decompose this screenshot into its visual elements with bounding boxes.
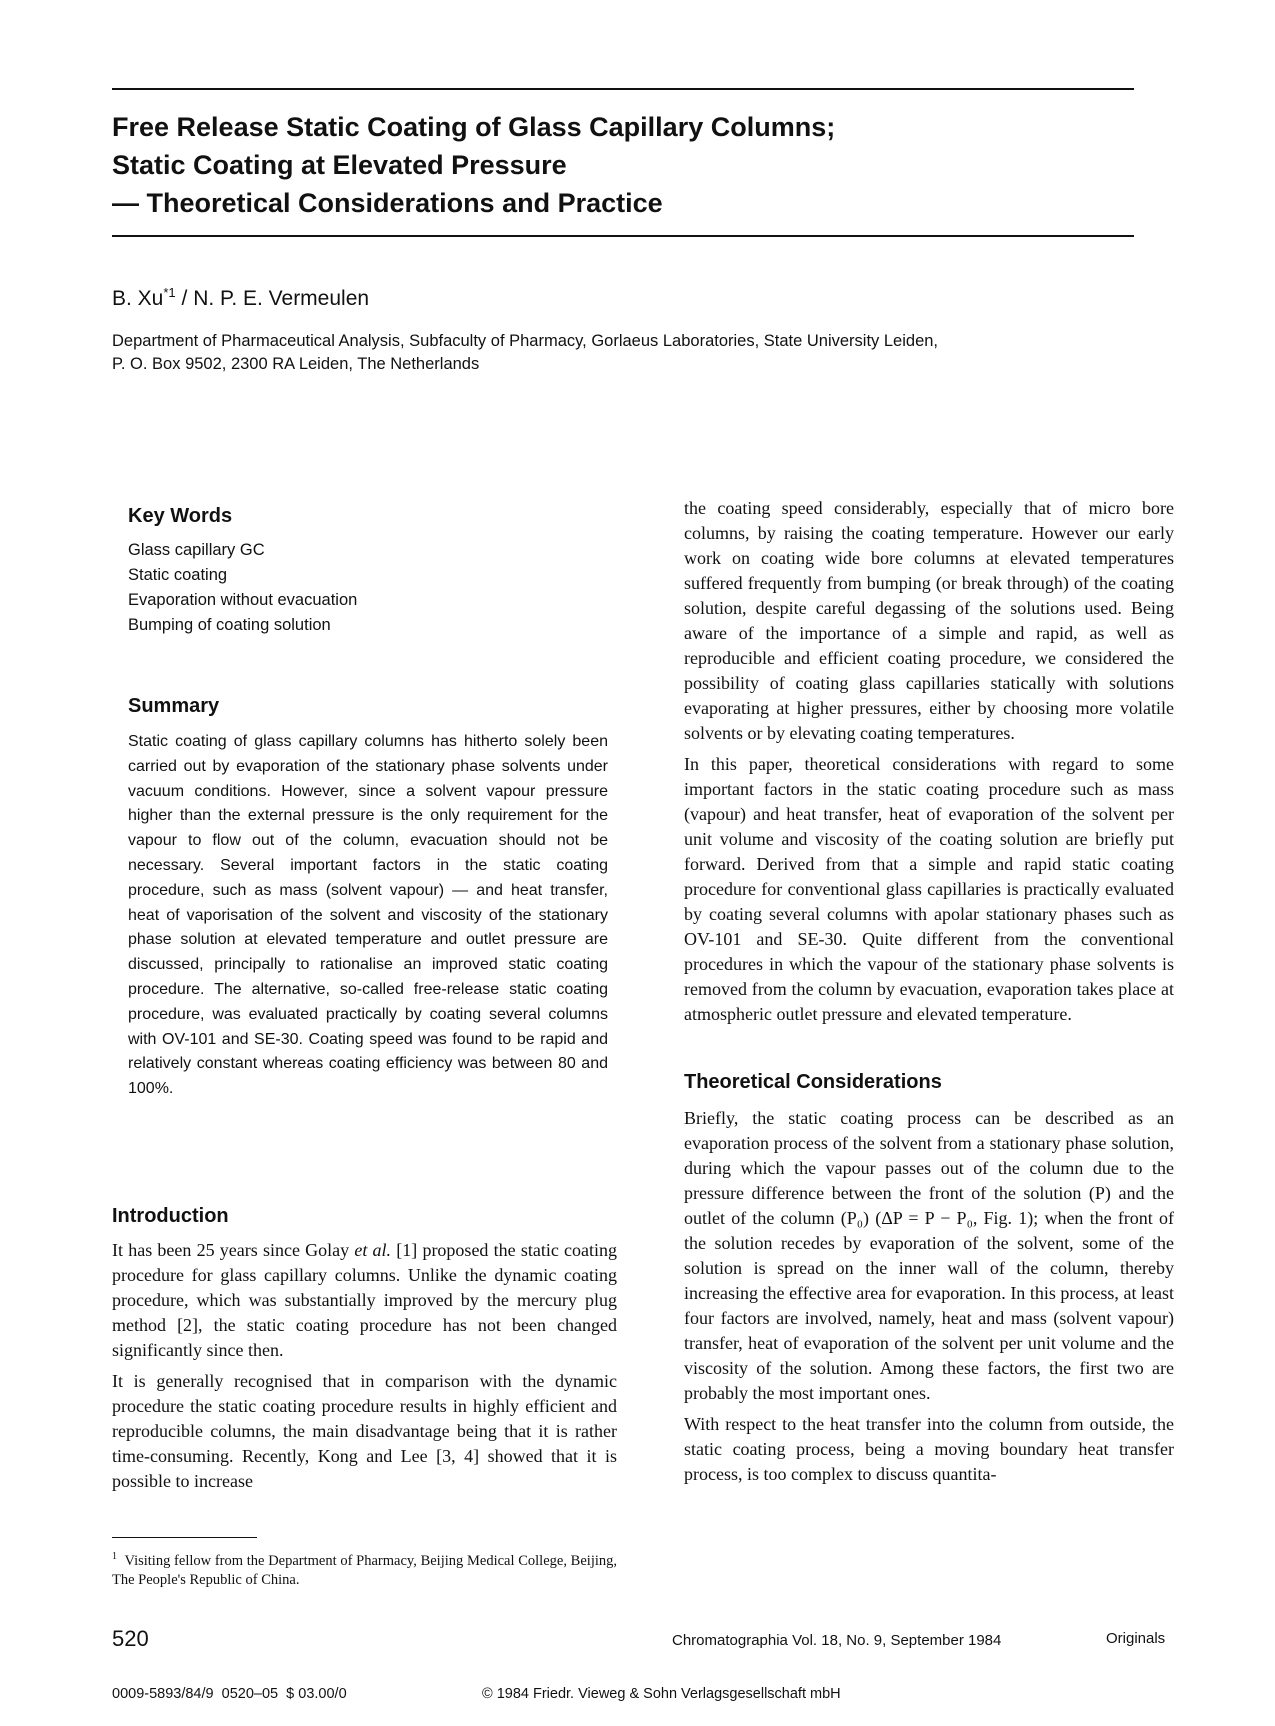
- summary-heading: Summary: [128, 695, 220, 717]
- page-number: 520: [112, 1626, 149, 1651]
- author-1: B. Xu: [112, 287, 164, 310]
- introduction-paragraph: It is generally recognised that in comparison with the dynamic procedure the static coating procedure results in highly efficient and reproducible columns, the main disadvantage being that it is rather time-consuming. Recently, Kong and Lee [3, 4] showed that it is possible to increase: [112, 1371, 617, 1491]
- keyword-item: Evaporation without evacuation: [128, 591, 358, 609]
- footnote: [112, 1547, 617, 1590]
- introduction-heading: Introduction: [112, 1205, 229, 1227]
- introduction-paragraph: It has been 25 years since Golay et al. [1] proposed the static coating procedure for glass capillary columns. Unlike the dynamic coating procedure, which was substantially improved by the mercury plug method [2], the static coating procedure has not been changed significantly since then.: [112, 1240, 617, 1360]
- journal-info: Chromatographia Vol. 18, No. 9, September 1984: [672, 1632, 1002, 1649]
- title-line-2: Static Coating at Elevated Pressure: [112, 150, 567, 180]
- right-column: [684, 496, 1174, 1487]
- affiliation-line-2: P. O. Box 9502, 2300 RA Leiden, The Netherlands: [112, 355, 480, 373]
- keyword-item: Bumping of coating solution: [128, 616, 331, 634]
- author-1-mark: *1: [163, 285, 176, 300]
- footnote-mark: 1: [112, 1551, 117, 1562]
- summary-text: Static coating of glass capillary columns has hitherto solely been carried out by evaporation of the stationary phase solvents under vacuum conditions. However, since a solvent vapour pressure higher than the external pressure is the only requirement for the vapour to flow out of the column, evacuation should not be necessary. Several important factors in the static coating procedure, such as mass (solvent vapour) — and heat transfer, heat of vaporisation of the solvent and viscosity of the stationary phase solution at elevated temperature and outlet pressure are discussed, principally to rationalise an improved static coating procedure. The alternative, so-called free-release static coating procedure, was evaluated practically by coating several columns with OV-101 and SE-30. Coating speed was found to be rapid and relatively constant whereas coating efficiency was between 80 and 100%.: [128, 733, 608, 1098]
- keyword-item: Static coating: [128, 566, 228, 584]
- paper-title: [112, 108, 1132, 222]
- authors: [112, 285, 369, 311]
- affiliation-line-1: Department of Pharmaceutical Analysis, Subfaculty of Pharmacy, Gorlaeus Laboratories, State University Leiden,: [112, 332, 939, 350]
- affiliation: [112, 330, 1132, 376]
- footnote-text: Visiting fellow from the Department of Pharmacy, Beijing Medical College, Beijing, The People's Republic of China.: [112, 1552, 618, 1588]
- body-paragraph: In this paper, theoretical considerations with regard to some important factors in the static coating procedure such as mass (vapour) and heat transfer, heat of evaporation of the solvent per unit volume and viscosity of the coating solution are briefly put forward. Derived from that a simple and rapid static coating procedure for conventional glass capillaries is practically evaluated by coating several columns with apolar stationary phases such as OV-101 and SE-30. Quite different from the conventional procedures in which the vapour of the stationary phase solvents is removed from the column by evacuation, evaporation takes place at atmospheric outlet pressure and elevated temperature.: [684, 754, 1174, 1024]
- body-paragraph: Briefly, the static coating process can be described as an evaporation process of the solvent from a stationary phase solution, during which the vapour passes out of the column due to the pressure difference between the front of the solution (P) and the outlet of the column (P₀) (ΔP = P − P₀, Fig. 1); when the front of the solution recedes by evaporation of the solvent, some of the solution is spread on the inner wall of the column, thereby increasing the effective area for evaporation. In this process, at least four factors are involved, namely, heat and mass (solvent vapour) transfer, heat of evaporation of the solvent per unit volume and the viscosity of the solution. Among these factors, the first two are probably the most important ones.: [684, 1108, 1174, 1403]
- copyright: © 1984 Friedr. Vieweg & Sohn Verlagsgesellschaft mbH: [482, 1686, 841, 1702]
- body-paragraph: With respect to the heat transfer into the column from outside, the static coating process, being a moving boundary heat transfer process, is too complex to discuss quantita-: [684, 1414, 1174, 1484]
- issn-code: 0009-5893/84/9 0520–05 $ 03.00/0: [112, 1686, 347, 1702]
- body-paragraph: the coating speed considerably, especially that of micro bore columns, by raising the coating temperature. However our early work on coating wide bore columns at elevated temperatures suffered frequently from bumping (or break through) of the coating solution, despite careful degassing of the solutions used. Being aware of the importance of a simple and rapid, as well as reproducible and efficient coating procedure, we considered the possibility of coating glass capillaries statically with solutions evaporating at higher pressures, either by choosing more volatile solvents or by elevating coating temperatures.: [684, 498, 1174, 743]
- title-line-1: Free Release Static Coating of Glass Capillary Columns;: [112, 112, 836, 142]
- keyword-item: Glass capillary GC: [128, 541, 265, 559]
- title-line-3: — Theoretical Considerations and Practice: [112, 188, 663, 218]
- summary-section: [128, 695, 608, 1102]
- title-rule: [112, 235, 1134, 237]
- section-label: Originals: [1106, 1630, 1166, 1647]
- footnote-rule: [112, 1537, 257, 1538]
- author-2: N. P. E. Vermeulen: [193, 287, 370, 310]
- introduction-section: [112, 1205, 617, 1494]
- top-rule: [112, 88, 1134, 90]
- author-separator: /: [175, 287, 194, 310]
- keywords-heading: Key Words: [128, 505, 233, 527]
- theory-heading: Theoretical Considerations: [684, 1071, 942, 1093]
- keywords-section: [128, 505, 608, 638]
